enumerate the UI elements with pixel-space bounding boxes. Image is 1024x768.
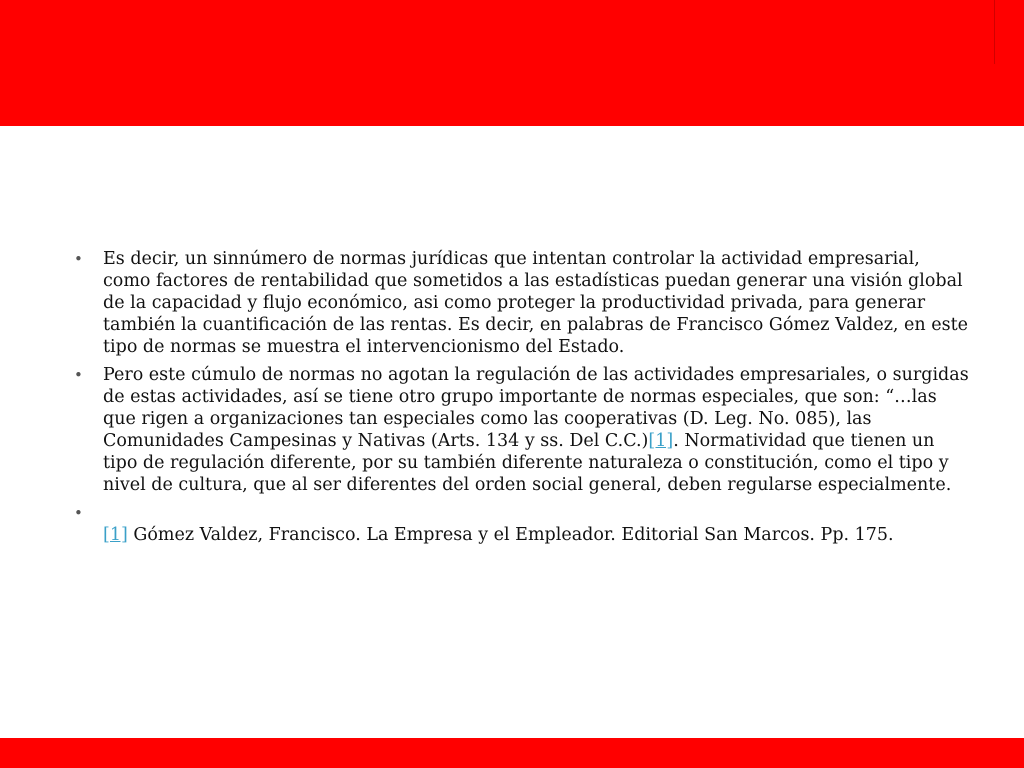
band-divider [994, 0, 995, 64]
blank-line [103, 502, 972, 524]
bullet-item-footnote [72, 502, 972, 546]
bottom-red-band [0, 738, 1024, 768]
footnote-ref-link[interactable]: [1] [648, 431, 674, 451]
bullet-text: Es decir, un sinnúmero de normas jurídicas que intentan controlar la actividad empresarial, como factores de rentabilidad que sometidos a las estadísticas puedan generar una visión global de la capacidad y flujo económico, asi como proteger la productividad privada, para generar también la cuantificación de las rentas. Es decir, en palabras de Francisco Gómez Valdez, en este tipo de normas se muestra el intervencionismo del Estado. [103, 249, 968, 357]
bullet-list [72, 248, 972, 546]
bullet-dot-icon: • [74, 366, 83, 384]
top-red-band [0, 0, 1024, 126]
bullet-item-normas-especiales [72, 364, 972, 496]
footnote-back-link[interactable]: [1] [103, 525, 128, 545]
bullet-dot-icon: • [74, 250, 83, 268]
bullet-text-after-ref: . Normatividad que tienen un tipo de regulación diferente, por su también diferente naturaleza o constitución, como el tipo y nivel de cultura, que al ser diferentes del orden social general, deben regularse especialmente. [103, 431, 952, 495]
bullet-text-before-ref: Pero este cúmulo de normas no agotan la regulación de las actividades empresariales, o surgidas de estas actividades, así se tiene otro grupo importante de normas especiales, que son: “…las que rigen a organizaciones tan especiales como las cooperativas (D. Leg. No. 085), las Comunidades Campesinas y Nativas (Arts. 134 y ss. Del C.C.) [103, 365, 969, 451]
bullet-dot-icon: • [74, 504, 83, 522]
bullet-item-intervencionismo [72, 248, 972, 358]
footnote-citation: Gómez Valdez, Francisco. La Empresa y el Empleador. Editorial San Marcos. Pp. 175. [127, 525, 894, 545]
slide-body [72, 248, 972, 552]
